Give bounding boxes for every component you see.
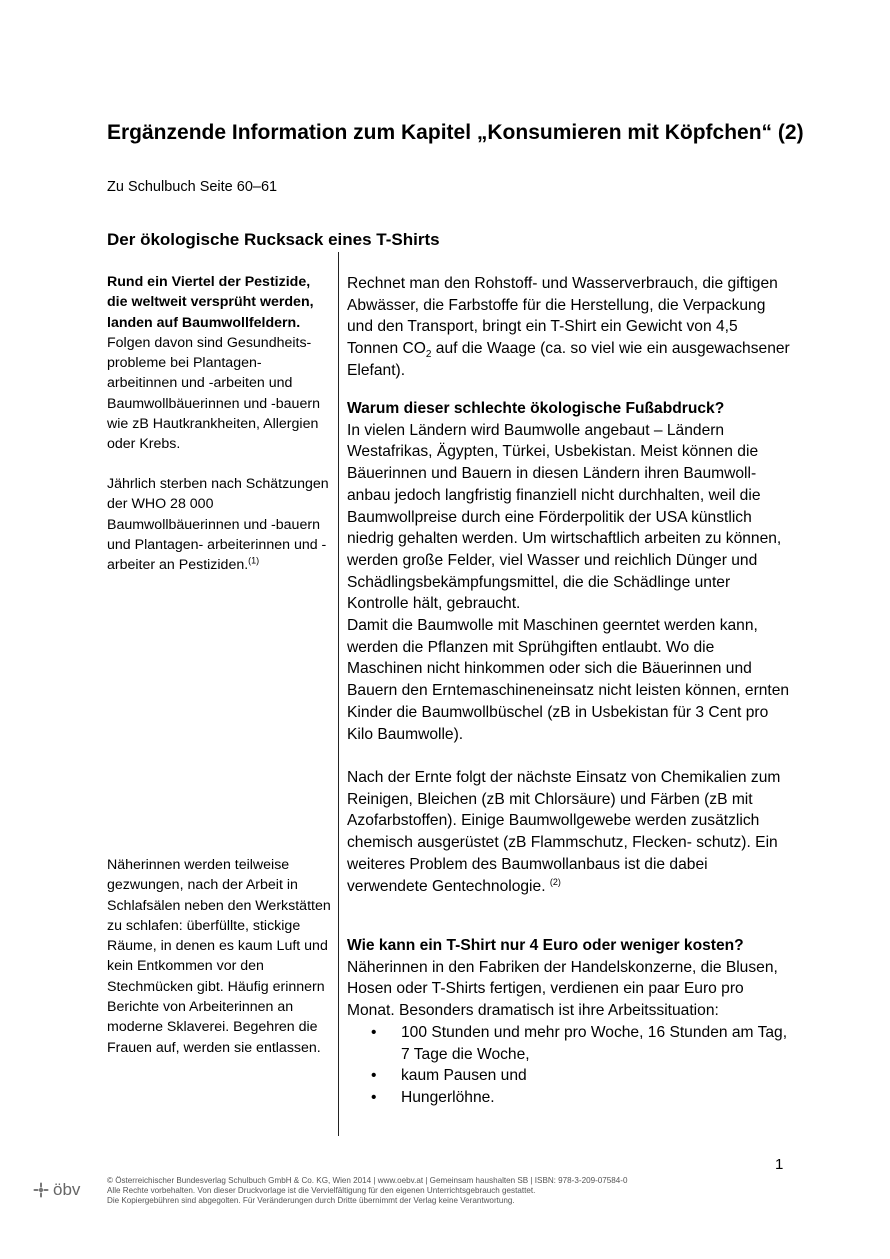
footnote-ref: (1) [248,555,260,566]
intro-text: Rechnet man den Rohstoff- und Wasserverbrauch, die giftigen Abwässer, die Farbstoffe für die Herstellung, die Verpackung und den Transport, bringt ein T-Shirt ein Gewicht von 4,5 Tonnen CO [347,275,778,358]
sidebar-note-seamstresses [107,855,333,1058]
subheading-price: Wie kann ein T-Shirt nur 4 Euro oder weniger kosten? [347,937,744,954]
sidebar-note-text: Näherinnen werden teilweise gezwungen, nach der Arbeit in Schlafsälen neben den Werkstätten zu schlafen: überfüllte, stickige Räume, in denen es kaum Luft und kein Entkommen vor den Stechmücken gibt. Häufig erinnern Berichte von Arbeiterinnen an moderne Sklaverei. Begehren die Frauen auf, werden sie entlassen. [107,857,331,1056]
working-conditions-list [347,1022,792,1109]
section-heading: Der ökologische Rucksack eines T-Shirts [107,230,440,249]
bullet-icon: • [371,1067,377,1085]
intro-paragraph [347,273,792,382]
paragraph-harvest: Damit die Baumwolle mit Maschinen geerntet werden kann, werden die Pflanzen mit Sprühgiften entlaubt. Wo die Maschinen nicht hinkommen oder sich die Bäuerinnen und Bauern den Erntemaschineneinsatz nicht leisten können, ernten Kinder die Baumwollbüschel (zB in Usbekistan für 3 Cent pro Kilo Baumwolle). [347,617,790,743]
paragraph-chemicals: Nach der Ernte folgt der nächste Einsatz von Chemikalien zum Reinigen, Bleichen (zB mit Chlorsäure) und Färben (zB mit Azofarbstoffen). Einige Baumwollgewebe werden zusätzlich chemisch ausgerüstet (zB Flammschutz, Flecken- schutz). Ein weiteres Problem des Baumwollanbaus ist die dabei verwendete Gentechnologie. [347,769,781,895]
footer-line: Alle Rechte vorbehalten. Von dieser Druckvorlage ist die Vervielfältigung für den eigenen Unterrichtsgebrauch gestattet. [107,1186,536,1196]
section-price [347,935,792,1109]
sidebar-note-pesticides [107,272,333,455]
logo-text: öbv [53,1180,81,1199]
paragraph-seamstresses: Näherinnen in den Fabriken der Handelskonzerne, die Blusen, Hosen oder T-Shirts fertigen, verdienen ein paar Euro pro Monat. Besonders dramatisch ist ihre Arbeitssituation: [347,958,778,1020]
paragraph-cotton-cultivation: In vielen Ländern wird Baumwolle angebaut – Ländern Westafrikas, Ägypten, Türkei, Usbekistan. Meist können die Bäuerinnen und Bauern in diesen Ländern ihren Baumwoll- anbau jedoch langfristig finanziell nicht durchhalten, weil die Baumwollpreise durch eine Förderpolitik der USA künstlich niedrig gehalten werden. Um wirtschaftlich arbeiten zu können, werden große Felder, viel Wasser und reichlich Dünger und Schädlingsbekämpfungsmittel, die die Schädlinge unter Kontrolle hält, gebraucht. [347,421,782,613]
bullet-icon: • [371,1023,377,1041]
sidebar-note-who [107,474,333,575]
co2-subscript: 2 [425,349,432,361]
copyright-footer [107,1176,807,1207]
footer-line: © Österreichischer Bundesverlag Schulbuch GmbH & Co. KG, Wien 2014 | www.oebv.at | Gemeinsam haushalten SB | ISBN: 978-3-209-07584-0 [107,1176,628,1185]
section-chemicals [347,767,792,897]
publisher-logo [33,1180,80,1200]
subheading-footprint: Warum dieser schlechte ökologische Fußabdruck? [347,400,725,417]
sidebar-note-lead: Rund ein Viertel der Pestizide, die weltweit versprüht werden, landen auf Baumwollfeldern. [107,274,314,331]
bullet-icon: • [371,1088,377,1106]
page-number: 1 [775,1156,784,1173]
footer-line: Die Kopiergebühren sind abgegolten. Für Veränderungen durch Dritte übernimmt der Verlag keine Verantwortung. [107,1196,515,1206]
footnote-ref: (2) [549,876,561,887]
section-footprint [347,398,792,745]
sidebar-note-text: Jährlich sterben nach Schätzungen der WHO 28 000 Baumwollbäuerinnen und -bauern und Plantagen- arbeiterinnen und -arbeiter an Pestiziden. [107,476,329,574]
logo-mark-icon [33,1182,49,1198]
page-title: Ergänzende Information zum Kapitel „Konsumieren mit Köpfchen“ (2) [107,121,804,144]
list-item: • Hungerlöhne. [347,1087,792,1109]
list-item: • 100 Stunden und mehr pro Woche, 16 Stunden am Tag, 7 Tage die Woche, [371,1023,788,1063]
sidebar-note-text: Folgen davon sind Gesundheits- probleme bei Plantagen- arbeitinnen und -arbeiten und Baumwollbäuerinnen und -bauern wie zB Hautkrankheiten, Allergien oder Krebs. [107,334,320,453]
column-divider [338,252,339,1136]
page-subtitle: Zu Schulbuch Seite 60–61 [107,179,278,195]
intro-text-end: auf die Waage (ca. so viel wie ein ausgewachsener Elefant). [347,340,790,379]
list-item: • kaum Pausen und [347,1065,792,1087]
